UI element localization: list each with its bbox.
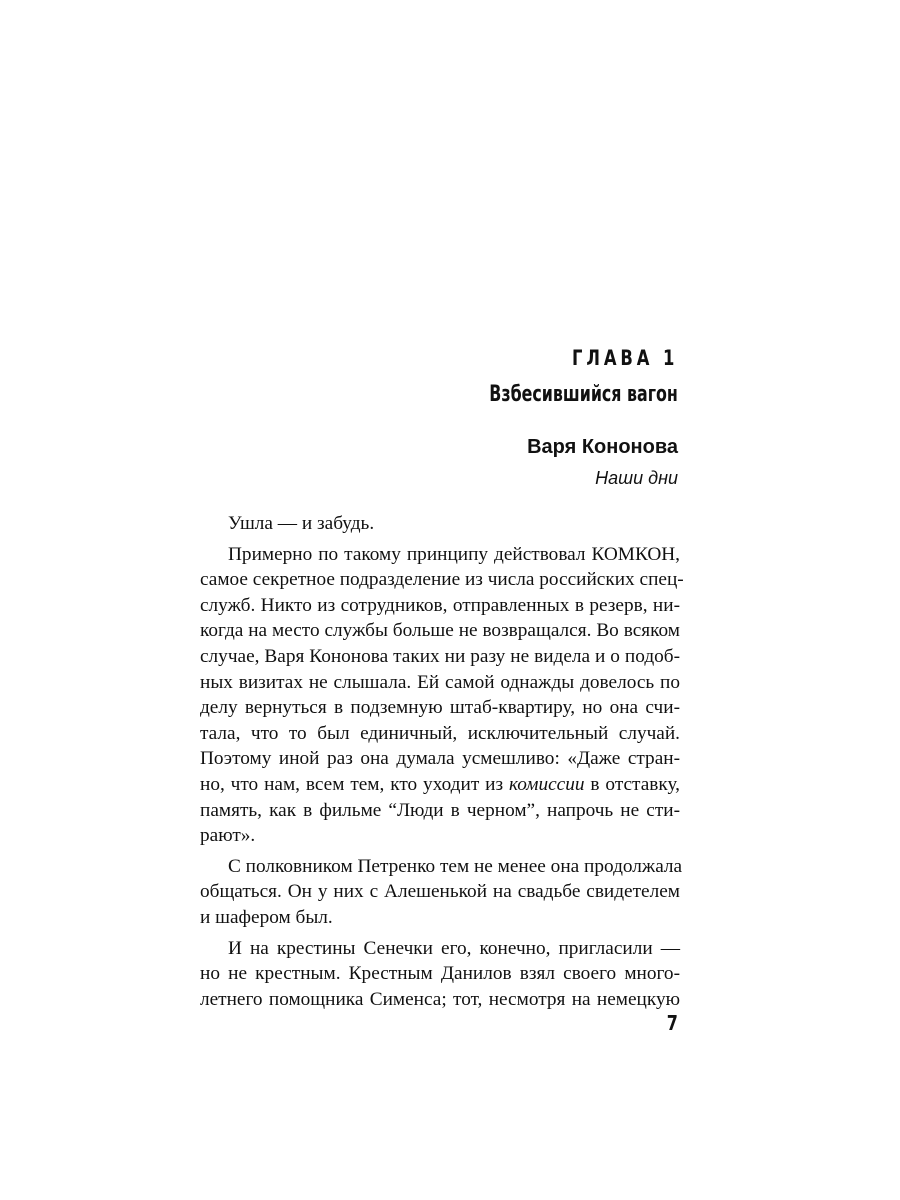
text-line: но не крестным. Крестным Данилов взял своего много- (200, 963, 680, 985)
text-fragment: но, что нам, всем тем, кто уходит из (200, 773, 509, 795)
text-line: общаться. Он у них с Алешенькой на свадьбе свидетелем (200, 881, 680, 903)
paragraph-2 (200, 542, 684, 849)
paragraph-3 (200, 854, 683, 931)
text-line: рают». (200, 825, 256, 847)
text-line: И на крестины Сенечки его, конечно, пригласили — (228, 937, 680, 959)
text-line: летнего помощника Сименса; тот, несмотря на немецкую (200, 988, 680, 1010)
body-text (200, 511, 684, 1017)
page-number: 7 (666, 1011, 678, 1035)
section-character-name: Варя Кононова (527, 436, 678, 458)
italic-term: комиссии (508, 773, 585, 795)
text-line: тала, что то был единичный, исключительный случай. (200, 722, 680, 744)
text-line: служб. Никто из сотрудников, отправленных в резерв, ни- (200, 594, 680, 616)
text-line: когда на место службы больше не возвращался. Во всяком (200, 620, 680, 642)
text-line: Примерно по такому принципу действовал КОМКОН, (228, 543, 680, 565)
text-line: Поэтому иной раз она думала усмешливо: «Даже стран- (200, 748, 680, 770)
text-line: делу вернуться в подземную штаб-квартиру, но она счи- (200, 697, 680, 719)
text-line: память, как в фильме “Люди в черном”, напрочь не сти- (200, 799, 680, 821)
text-line: ных визитах не слышала. Ей самой однажды довелось по (200, 671, 680, 693)
section-time-marker: Наши дни (595, 468, 678, 488)
text-line: случае, Варя Кононова таких ни разу не видела и о подоб- (200, 645, 680, 667)
chapter-title: Взбесившийся вагон (489, 382, 678, 407)
paragraph-4 (200, 936, 680, 1013)
paragraph-1 (200, 511, 680, 537)
text-line: Ушла — и забудь. (228, 513, 375, 534)
text-line (172, 772, 680, 798)
text-fragment: в отставку, (584, 773, 680, 795)
chapter-label: ГЛАВА 1 (571, 346, 678, 370)
text-line: самое секретное подразделение из числа российских спец- (200, 569, 684, 591)
text-line: С полковником Петренко тем не менее она продолжала (228, 855, 683, 877)
text-line: и шафером был. (200, 906, 333, 928)
